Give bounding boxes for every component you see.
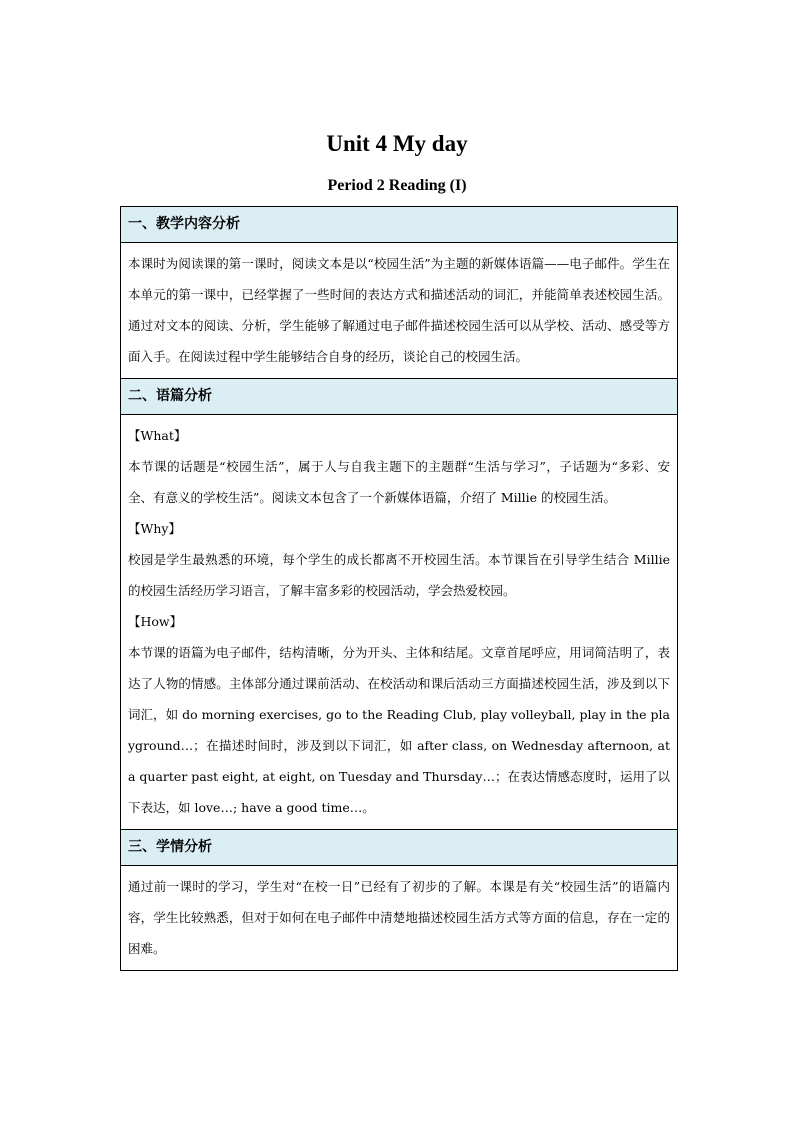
learner-analysis-paragraph: 通过前一课时的学习，学生对“在校一日”已经有了初步的了解。本课是有关“校园生活”的语篇内容，学生比较熟悉，但对于如何在电子邮件中清楚地描述校园生活方式等方面的信息，存在一定的困难。: [128, 879, 670, 956]
why-label: 【Why】: [128, 521, 181, 536]
page-subtitle: Period 2 Reading (I): [327, 177, 467, 194]
section-body-content-analysis: [121, 243, 678, 379]
page-title: Unit 4 My day: [326, 131, 468, 156]
content-analysis-paragraph: 本课时为阅读课的第一课时，阅读文本是以“校园生活”为主题的新媒体语篇——电子邮件。学生在本单元的第一课中，已经掌握了一些时间的表达方式和描述活动的词汇，并能简单表述校园生活。通过对文本的阅读、分析，学生能够了解通过电子邮件描述校园生活可以从学校、活动、感受等方面入手。在阅读过程中学生能够结合自身的经历，谈论自己的校园生活。: [128, 256, 670, 364]
section-body-learner-analysis: [121, 866, 678, 971]
section-heading-content-analysis: 一、教学内容分析: [121, 207, 678, 243]
what-paragraph: 本节课的话题是“校园生活”，属于人与自我主题下的主题群“生活与学习”，子话题为“多彩、安全、有意义的学校生活”。阅读文本包含了一个新媒体语篇，介绍了 Millie 的校园生活。: [128, 459, 670, 505]
section-heading-learner-analysis: 三、学情分析: [121, 830, 678, 866]
why-paragraph: 校园是学生最熟悉的环境，每个学生的成长都离不开校园生活。本节课旨在引导学生结合 Millie 的校园生活经历学习语言，了解丰富多彩的校园活动，学会热爱校园。: [128, 552, 670, 598]
how-paragraph: 本节课的语篇为电子邮件，结构清晰，分为开头、主体和结尾。文章首尾呼应，用词简洁明了，表达了人物的情感。主体部分通过课前活动、在校活动和课后活动三方面描述校园生活，涉及到以下词汇，如 do morning exercises, go to the Reading Club, play volleyball, play in the playground…；在描述时间时，涉及到以下词汇，如 after class, on Wednesday afternoon, at a quarter past eight, at eight, on Tuesday and Thursday…；在表达情感态度时，运用了以下表达，如 love…; have a good time…。: [128, 645, 670, 815]
lesson-analysis-table: [120, 206, 678, 971]
section-heading-discourse-analysis: 二、语篇分析: [121, 379, 678, 415]
section-body-discourse-analysis: [121, 415, 678, 830]
what-label: 【What】: [128, 428, 187, 443]
how-label: 【How】: [128, 614, 183, 629]
